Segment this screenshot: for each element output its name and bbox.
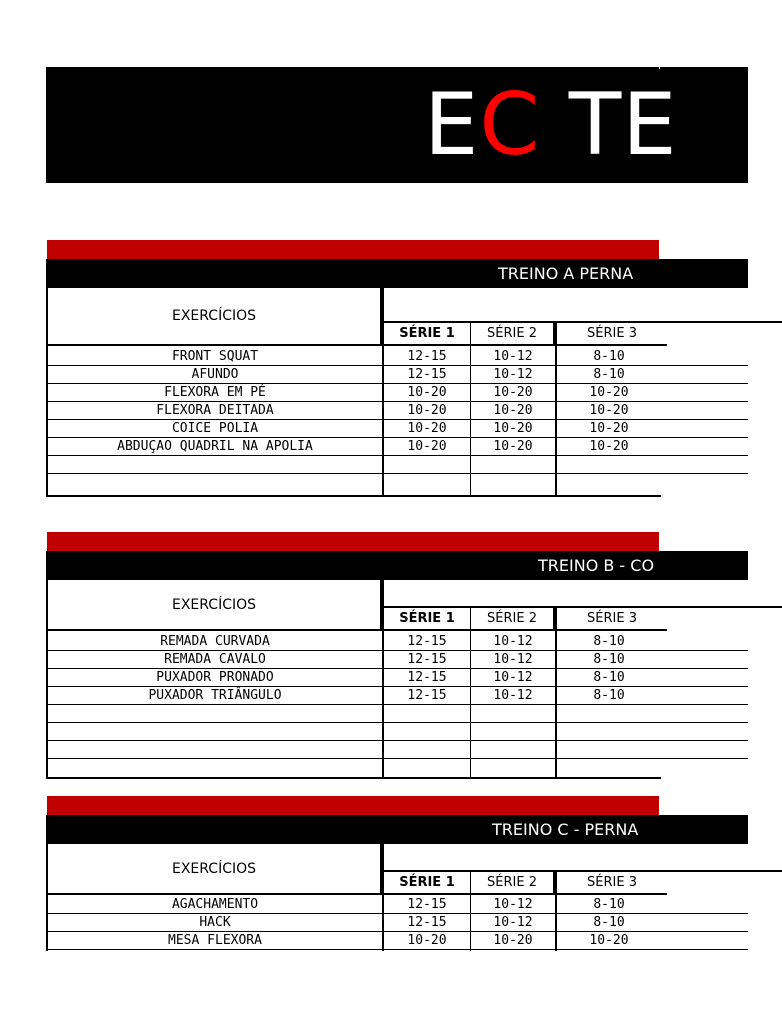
logo-letters-te: TE — [540, 75, 678, 175]
serie-3-reps — [557, 723, 661, 740]
serie-3-reps — [557, 474, 661, 491]
serie-3-reps — [557, 705, 661, 722]
table-row — [48, 366, 748, 384]
serie-1-reps: 12-15 — [407, 367, 447, 382]
serie-2-reps — [471, 705, 555, 722]
serie-2-reps: 10-20 — [493, 403, 533, 418]
serie-2-header: SÉRIE 2 — [471, 872, 555, 895]
table-row — [48, 420, 748, 438]
table-row — [48, 633, 748, 651]
serie-2-reps: 10-12 — [493, 670, 533, 685]
serie-1-reps — [384, 456, 470, 473]
workout-table — [46, 580, 659, 779]
serie-1-reps: 12-15 — [407, 915, 447, 930]
workout-table — [46, 288, 659, 497]
exercise-name: COICE POLIA — [171, 421, 259, 436]
serie-3-reps — [557, 759, 661, 776]
table-row — [48, 687, 748, 705]
serie-3-reps: 8-10 — [593, 670, 625, 685]
table-bottom-border — [48, 777, 661, 779]
serie-3-reps — [557, 741, 661, 758]
table-header — [48, 288, 748, 348]
serie-2-reps — [471, 759, 555, 776]
serie-3-header: SÉRIE 3 — [557, 872, 667, 895]
serie-2-reps — [471, 474, 555, 491]
serie-1-reps: 10-20 — [407, 385, 447, 400]
section-accent-bar — [47, 532, 659, 551]
serie-2-reps: 10-12 — [493, 652, 533, 667]
exercises-header: EXERCÍCIOS — [48, 288, 382, 346]
exercise-name: AFUNDO — [191, 367, 239, 382]
exercise-name: MESA FLEXORA — [168, 933, 262, 948]
serie-1-reps: 10-20 — [407, 439, 447, 454]
exercise-name: FLEXORA DEITADA — [156, 403, 274, 418]
serie-3-reps: 10-20 — [589, 403, 629, 418]
header-blank-cell — [382, 580, 782, 608]
table-row — [48, 438, 748, 456]
section-title: TREINO B - CO — [538, 556, 655, 575]
brand-logo — [424, 75, 678, 175]
serie-1-reps: 12-15 — [407, 652, 447, 667]
serie-2-reps: 10-20 — [493, 385, 533, 400]
serie-2-reps — [471, 741, 555, 758]
serie-2-reps: 10-12 — [493, 897, 533, 912]
serie-3-header: SÉRIE 3 — [557, 608, 667, 631]
serie-2-reps — [471, 456, 555, 473]
table-row — [48, 932, 748, 950]
table-row — [48, 705, 748, 723]
serie-2-header: SÉRIE 2 — [471, 323, 555, 346]
table-row — [48, 914, 748, 932]
serie-1-reps: 12-15 — [407, 634, 447, 649]
serie-3-reps: 8-10 — [593, 367, 625, 382]
exercise-name — [48, 705, 382, 722]
serie-2-reps — [471, 723, 555, 740]
serie-1-reps — [384, 474, 470, 491]
exercise-name — [48, 474, 382, 491]
serie-1-header: SÉRIE 1 — [384, 323, 471, 346]
exercise-name: FRONT SQUAT — [171, 349, 259, 364]
header-blank-cell — [382, 288, 782, 323]
serie-2-reps: 10-20 — [493, 421, 533, 436]
table-row — [48, 474, 748, 492]
exercise-name — [48, 759, 382, 776]
serie-3-reps: 8-10 — [593, 915, 625, 930]
serie-3-reps — [557, 456, 661, 473]
serie-3-reps: 10-20 — [589, 933, 629, 948]
exercise-name: HACK — [199, 915, 231, 930]
serie-3-reps: 8-10 — [593, 688, 625, 703]
table-row — [48, 741, 748, 759]
serie-1-reps: 12-15 — [407, 670, 447, 685]
serie-3-reps: 8-10 — [593, 349, 625, 364]
table-row — [48, 759, 748, 777]
table-row — [48, 384, 748, 402]
section-title: TREINO C - PERNA — [492, 820, 639, 839]
serie-2-reps: 10-20 — [493, 933, 533, 948]
serie-1-reps: 12-15 — [407, 349, 447, 364]
exercise-name: REMADA CURVADA — [160, 634, 270, 649]
serie-3-reps: 8-10 — [593, 652, 625, 667]
exercise-name — [48, 723, 382, 740]
workout-table — [46, 844, 659, 951]
serie-1-reps — [384, 759, 470, 776]
exercise-name: PUXADOR PRONADO — [156, 670, 274, 685]
section-accent-bar — [47, 240, 659, 259]
serie-1-reps: 12-15 — [407, 897, 447, 912]
table-row — [48, 456, 748, 474]
exercise-name: ABDUÇAO QUADRIL NA APOLIA — [117, 439, 313, 454]
serie-3-reps: 10-20 — [589, 421, 629, 436]
serie-3-reps: 10-20 — [589, 439, 629, 454]
serie-1-reps: 12-15 — [407, 688, 447, 703]
serie-2-reps: 10-12 — [493, 349, 533, 364]
serie-2-reps: 10-12 — [493, 367, 533, 382]
serie-3-reps: 8-10 — [593, 897, 625, 912]
exercises-header: EXERCÍCIOS — [48, 844, 382, 895]
table-header — [48, 844, 748, 904]
serie-3-header: SÉRIE 3 — [557, 323, 667, 346]
table-row — [48, 723, 748, 741]
logo-letter-c: C — [479, 75, 541, 175]
exercise-name — [48, 456, 382, 473]
table-row — [48, 669, 748, 687]
serie-3-reps: 8-10 — [593, 634, 625, 649]
header-blank-cell — [382, 844, 782, 872]
table-row — [48, 651, 748, 669]
exercise-name — [48, 741, 382, 758]
serie-1-header: SÉRIE 1 — [384, 872, 471, 895]
serie-2-reps: 10-20 — [493, 439, 533, 454]
serie-1-reps: 10-20 — [407, 403, 447, 418]
workout-section-a — [46, 240, 748, 500]
serie-1-reps: 10-20 — [407, 421, 447, 436]
table-row — [48, 896, 748, 914]
exercise-name: REMADA CAVALO — [164, 652, 266, 667]
exercises-header: EXERCÍCIOS — [48, 580, 382, 631]
section-title: TREINO A PERNA — [498, 264, 634, 283]
logo-letter-e: E — [424, 75, 480, 175]
serie-2-reps: 10-12 — [493, 688, 533, 703]
serie-1-reps: 10-20 — [407, 933, 447, 948]
exercise-name: FLEXORA EM PÉ — [164, 385, 266, 400]
section-accent-bar — [47, 796, 659, 815]
table-header — [48, 580, 748, 640]
serie-2-reps: 10-12 — [493, 915, 533, 930]
serie-1-reps — [384, 723, 470, 740]
serie-1-header: SÉRIE 1 — [384, 608, 471, 631]
exercise-name: PUXADOR TRIÂNGULO — [148, 688, 282, 703]
table-row — [48, 402, 748, 420]
table-bottom-border — [48, 495, 661, 497]
serie-1-reps — [384, 741, 470, 758]
serie-3-reps: 10-20 — [589, 385, 629, 400]
banner-notch — [659, 67, 660, 69]
table-row — [48, 348, 748, 366]
serie-1-reps — [384, 705, 470, 722]
serie-2-header: SÉRIE 2 — [471, 608, 555, 631]
workout-section-c — [46, 796, 748, 956]
serie-2-reps: 10-12 — [493, 634, 533, 649]
workout-section-b — [46, 532, 748, 782]
exercise-name: AGACHAMENTO — [171, 897, 259, 912]
